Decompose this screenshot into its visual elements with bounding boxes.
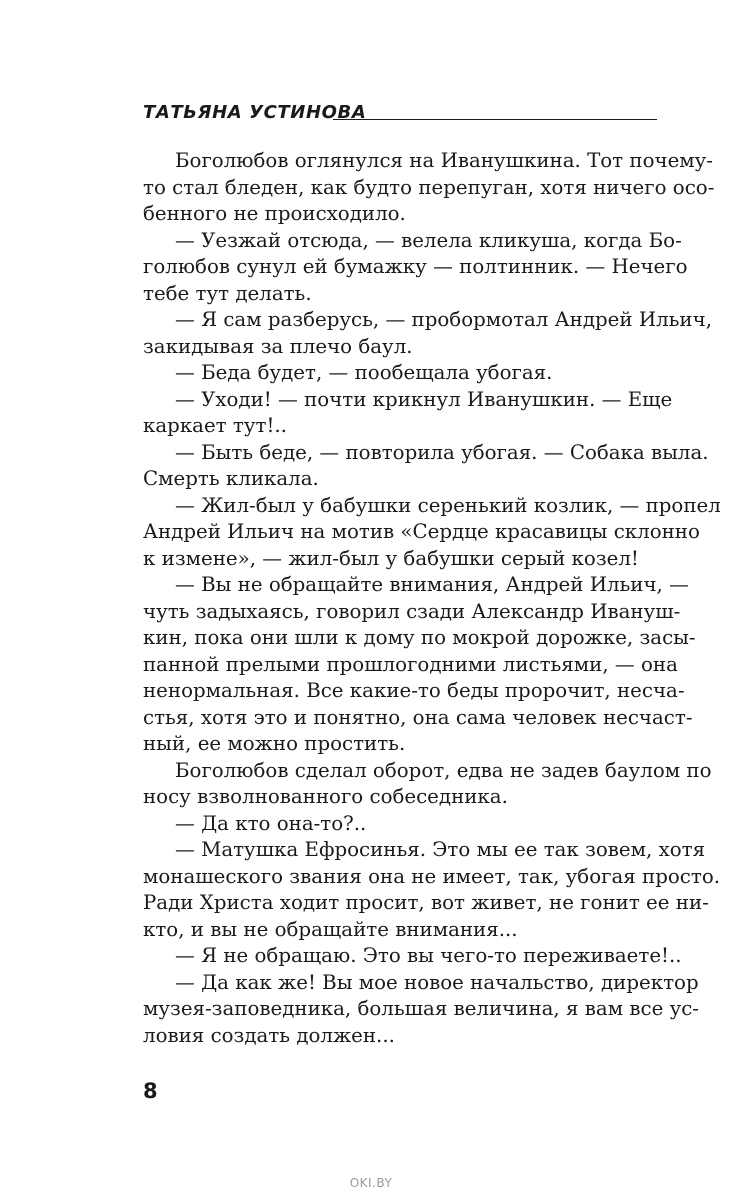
text-line: Смерть кликала.	[143, 467, 319, 490]
text-line: — Уходи! — почти крикнул Иванушкин. — Еще	[175, 387, 673, 411]
text-line: Ради Христа ходит просит, вот живет, не гонит ее ни-	[143, 891, 709, 914]
text-line: Андрей Ильич на мотив «Сердце красавицы склонно	[143, 520, 700, 543]
header-rule	[333, 119, 657, 120]
text-line: ловия создать должен...	[143, 1023, 395, 1047]
text-line: к измене», — жил-был у бабушки серый козел!	[143, 546, 639, 570]
text-line: — Жил-был у бабушки серенький козлик, — пропел	[175, 493, 721, 517]
text-line: голюбов сунул ей бумажку — полтинник. — Нечего	[143, 255, 688, 278]
text-line: Боголюбов оглянулся на Иванушкина. Тот почему-	[175, 149, 713, 172]
author-name: ТАТЬЯНА УСТИНОВА	[143, 102, 367, 123]
watermark: OKI.BY	[349, 1176, 393, 1190]
text-line: — Быть беде, — повторила убогая. — Собака выла.	[175, 440, 709, 464]
text-line: — Я не обращаю. Это вы чего-то переживаете!..	[175, 944, 682, 967]
text-line: ненормальная. Все какие-то беды пророчит, несча-	[143, 679, 685, 702]
text-line: — Матушка Ефросинья. Это мы ее так зовем, хотя	[175, 838, 706, 861]
text-line: стья, хотя это и понятно, она сама человек несчаст-	[143, 705, 693, 729]
body-text	[143, 148, 721, 1049]
text-line: — Да кто она-то?..	[175, 811, 367, 835]
text-line: бенного не происходило.	[143, 202, 406, 225]
text-line: чуть задыхаясь, говорил сзади Александр Ивануш-	[143, 599, 681, 623]
text-line: кто, и вы не обращайте внимания...	[143, 917, 518, 941]
text-line: панной прелыми прошлогодними листьями, — она	[143, 652, 678, 676]
running-head	[143, 102, 657, 126]
text-line: тебе тут делать.	[143, 281, 312, 305]
text-line: — Да как же! Вы мое новое начальство, директор	[175, 970, 699, 994]
text-line: носу взволнованного собеседника.	[143, 785, 508, 808]
text-line: — Уезжай отсюда, — велела кликуша, когда Бо-	[175, 228, 682, 252]
text-line: ный, ее можно простить.	[143, 732, 406, 755]
page-number: 8	[143, 1079, 158, 1103]
text-line: то стал бледен, как будто перепуган, хотя ничего осо-	[143, 175, 715, 199]
text-line: — Я сам разберусь, — пробормотал Андрей Ильич,	[175, 308, 712, 331]
text-line: закидывая за плечо баул.	[143, 334, 413, 358]
text-line: музея-заповедника, большая величина, я вам все ус-	[143, 997, 699, 1020]
text-line: монашеского звания она не имеет, так, убогая просто.	[143, 864, 721, 888]
text-line: Боголюбов сделал оборот, едва не задев баулом по	[175, 758, 712, 782]
text-line: — Вы не обращайте внимания, Андрей Ильич, —	[175, 573, 689, 596]
text-line: кин, пока они шли к дому по мокрой дорожке, засы-	[143, 626, 696, 649]
text-line: каркает тут!..	[143, 414, 287, 437]
text-line: — Беда будет, — пообещала убогая.	[175, 361, 553, 384]
